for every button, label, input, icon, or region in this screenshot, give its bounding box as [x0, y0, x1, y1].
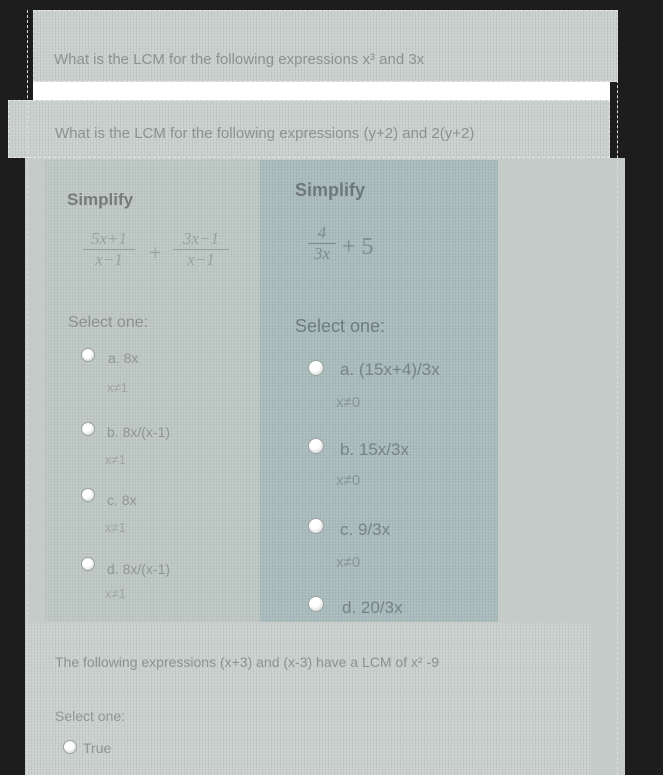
left-option-c-condition: x≠1: [105, 520, 126, 535]
right-option-c-condition: x≠0: [336, 554, 361, 571]
right-option-d-label[interactable]: d. 20/3x: [342, 598, 403, 617]
right-option-a-label[interactable]: a. (15x+4)/3x: [340, 360, 440, 379]
left-question-panel: [45, 160, 260, 622]
right-option-a-radio[interactable]: [308, 360, 324, 376]
left-fraction-2-numerator: 3x−1: [182, 229, 220, 248]
left-fraction-2: [173, 230, 229, 269]
left-plus-operator: +: [149, 240, 162, 265]
left-heading: Simplify: [67, 190, 134, 209]
left-option-b-label[interactable]: b. 8x/(x-1): [107, 424, 171, 440]
right-option-b-condition: x≠0: [336, 472, 361, 489]
left-select-label: Select one:: [68, 314, 149, 331]
right-fraction-numerator: 4: [317, 223, 327, 242]
right-plus-term: + 5: [342, 234, 374, 260]
left-option-c-radio[interactable]: [81, 488, 95, 502]
left-fraction-1: [83, 230, 135, 269]
left-option-a-condition: x≠1: [107, 380, 128, 395]
question-text-2: What is the LCM for the following expressions (y+2) and 2(y+2): [55, 125, 475, 142]
separator-strip: [33, 82, 610, 100]
right-option-a-condition: x≠0: [336, 394, 361, 411]
question-card-2: [8, 100, 610, 158]
right-option-c-radio[interactable]: [308, 518, 324, 534]
bottom-option-true-radio[interactable]: [63, 740, 77, 754]
left-fraction-1-denominator: x−1: [95, 250, 123, 269]
page-frame-left: [27, 10, 28, 775]
right-fraction: [308, 224, 336, 263]
left-option-d-condition: x≠1: [105, 586, 126, 601]
right-option-b-radio[interactable]: [308, 438, 324, 454]
page-frame-right: [617, 10, 618, 775]
left-option-b-radio[interactable]: [81, 422, 95, 436]
right-fraction-denominator: 3x: [313, 244, 331, 263]
bottom-option-true-label[interactable]: True: [83, 740, 112, 756]
left-option-d-label[interactable]: d. 8x/(x-1): [107, 561, 171, 577]
right-heading: Simplify: [295, 180, 366, 200]
left-option-d-radio[interactable]: [81, 557, 95, 571]
left-option-b-condition: x≠1: [105, 452, 126, 467]
bottom-select-label: Select one:: [55, 708, 126, 724]
question-text-1: What is the LCM for the following expressions x³ and 3x: [54, 51, 425, 68]
question-text-4: The following expressions (x+3) and (x-3) have a LCM of x² -9: [55, 654, 439, 670]
left-option-a-label[interactable]: a. 8x: [108, 350, 139, 366]
question-card-4: [25, 622, 591, 775]
question-card-1: [33, 10, 618, 82]
right-option-b-label[interactable]: b. 15x/3x: [340, 440, 409, 459]
left-fraction-1-numerator: 5x+1: [90, 229, 128, 248]
right-option-c-label[interactable]: c. 9/3x: [340, 520, 391, 539]
left-option-a-radio[interactable]: [81, 348, 95, 362]
right-option-d-radio[interactable]: [308, 596, 324, 612]
left-fraction-2-denominator: x−1: [187, 250, 215, 269]
right-select-label: Select one:: [295, 316, 386, 336]
left-option-c-label[interactable]: c. 8x: [107, 492, 137, 508]
right-question-panel: [260, 160, 498, 622]
